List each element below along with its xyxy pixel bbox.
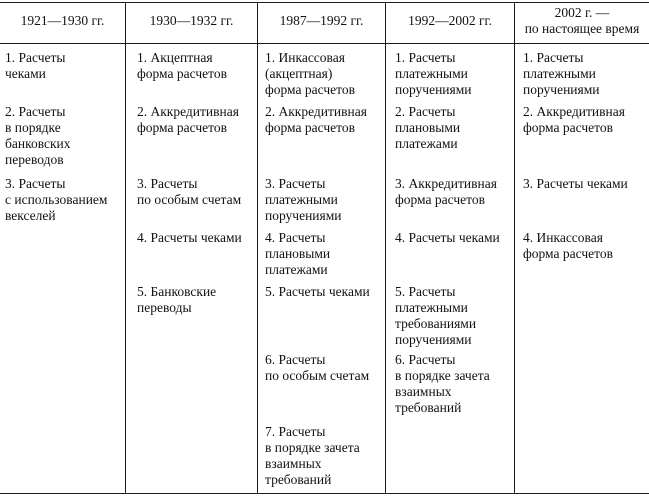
table-cell: 2. Аккредитивная форма расчетов	[265, 104, 367, 135]
column-header: 1921—1930 гг.	[20, 13, 105, 28]
table-cell: 3. Расчеты чеками	[523, 176, 628, 191]
table-cell: 7. Расчеты в порядке зачета взаимных требований	[265, 424, 360, 487]
column-divider	[514, 2, 515, 494]
table-cell: 2. Аккредитивная форма расчетов	[523, 104, 625, 135]
table-cell: 2. Аккредитивная форма расчетов	[137, 104, 239, 135]
column-header: 2002 г. — по настоящее время	[524, 5, 640, 36]
table-cell: 1. Инкассовая (акцептная) форма расчетов	[265, 50, 355, 97]
table-cell: 1. Расчеты платежными поручениями	[523, 50, 600, 97]
column-divider	[125, 2, 126, 494]
table-bottom-border	[0, 493, 649, 494]
table-cell: 5. Банковские переводы	[137, 284, 217, 315]
table-cell: 1. Акцептная форма расчетов	[137, 50, 227, 81]
table-cell: 5. Расчеты чеками	[265, 284, 370, 299]
table-cell: 2. Расчеты в порядке банковских переводов	[5, 104, 71, 167]
header-bottom-border	[0, 43, 649, 44]
table-cell: 4. Инкассовая форма расчетов	[523, 230, 613, 261]
column-header: 1992—2002 гг.	[408, 13, 492, 28]
table-cell: 3. Расчеты по особым счетам	[137, 176, 242, 207]
table-cell: 6. Расчеты по особым счетам	[265, 352, 370, 383]
table-cell: 3. Расчеты платежными поручениями	[265, 176, 342, 223]
table-cell: 1. Расчеты платежными поручениями	[395, 50, 472, 97]
column-header: 1987—1992 гг.	[279, 13, 364, 28]
table-top-border	[0, 2, 649, 3]
table-cell: 6. Расчеты в порядке зачета взаимных требований	[395, 352, 490, 415]
column-header: 1930—1932 гг.	[149, 13, 234, 28]
table-cell: 3. Аккредитивная форма расчетов	[395, 176, 497, 207]
table-cell: 5. Расчеты платежными требованиями поручениями	[395, 284, 477, 347]
table-cell: 4. Расчеты плановыми платежами	[265, 230, 331, 277]
table-cell: 4. Расчеты чеками	[137, 230, 242, 245]
table-cell: 1. Расчеты чеками	[5, 50, 66, 81]
table-cell: 3. Расчеты с использованием векселей	[5, 176, 108, 223]
table-cell: 4. Расчеты чеками	[395, 230, 500, 245]
column-divider	[257, 2, 258, 494]
column-divider	[385, 2, 386, 494]
table-cell: 2. Расчеты плановыми платежами	[395, 104, 461, 151]
